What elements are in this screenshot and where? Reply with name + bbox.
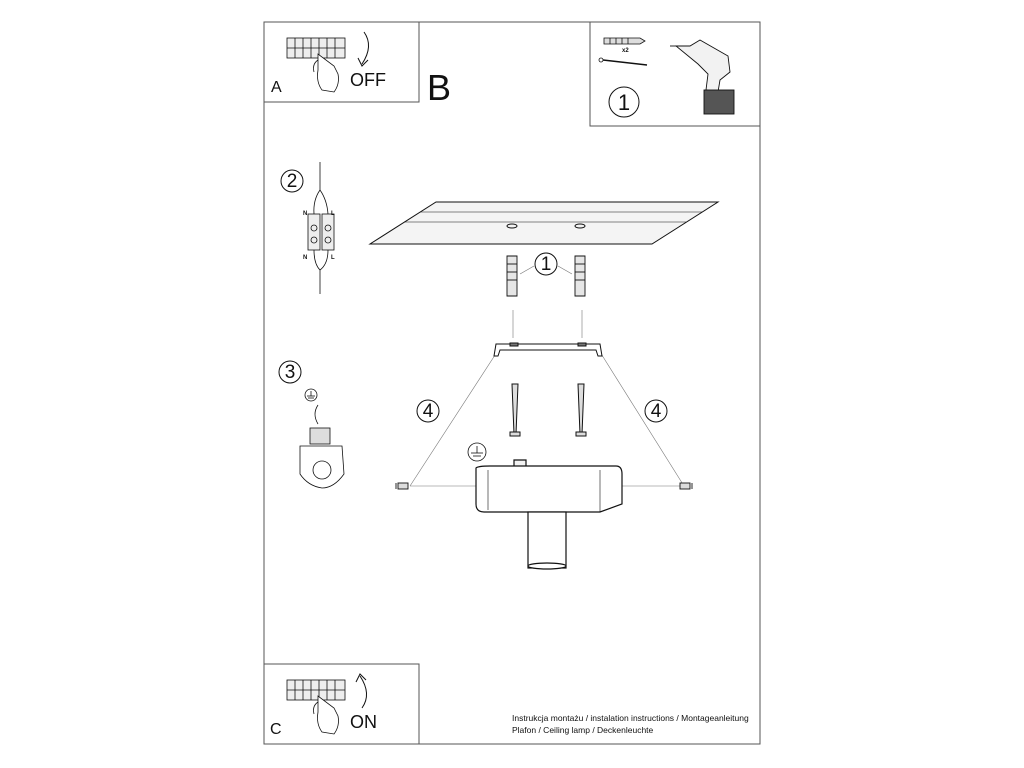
tools-step-number: 1 — [617, 90, 631, 115]
drill-icon — [670, 40, 734, 114]
panel-a-frame — [264, 22, 419, 102]
footer-product: Plafon / Ceiling lamp / Deckenleuchte — [512, 725, 654, 735]
screw-left-step-number: 4 — [422, 401, 434, 422]
lamp-ground-icon — [468, 443, 486, 461]
leader-lines — [410, 266, 684, 486]
panel-a-letter: A — [271, 79, 282, 96]
wiring-l-bottom: L — [331, 255, 335, 261]
mounting-bracket — [494, 343, 602, 356]
screw-right-step-number: 4 — [650, 401, 662, 422]
dowels-step-number: 1 — [540, 254, 552, 275]
ground-step-number: 3 — [284, 362, 296, 383]
panel-frames — [264, 22, 760, 744]
panel-b-letter: B — [427, 67, 452, 108]
wiring-l-top: L — [331, 211, 335, 217]
footer-instructions: Instrukcja montażu / instalation instructions / Montageanleitung — [512, 713, 749, 723]
panel-a-state: OFF — [350, 70, 386, 90]
panel-c-letter: C — [270, 721, 282, 738]
panel-c-state: ON — [350, 712, 377, 732]
ceiling-plate — [370, 202, 718, 244]
page-border — [264, 22, 760, 744]
panel-c-frame — [264, 664, 419, 744]
tools-quantity: x2 — [622, 48, 629, 54]
wiring-n-top: N — [303, 211, 308, 217]
ground-icon — [300, 389, 344, 488]
wiring-step-number: 2 — [286, 171, 298, 192]
mounting-screws — [510, 384, 586, 436]
wiring-n-bottom: N — [303, 255, 308, 261]
ceiling-lamp — [476, 460, 622, 569]
wiring-icon — [308, 162, 334, 294]
